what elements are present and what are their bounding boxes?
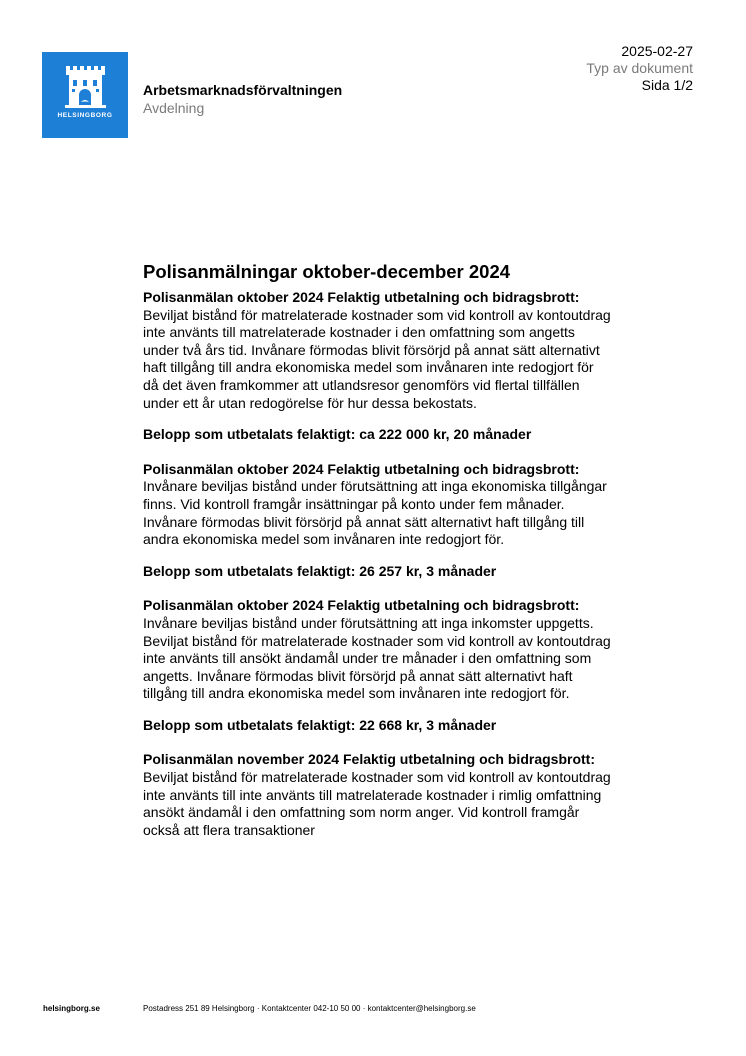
entry-heading: Polisanmälan oktober 2024 Felaktig utbetalning och bidragsbrott: [143,460,580,477]
logo-text: HELSINGBORG [57,112,113,119]
city-logo [42,52,128,138]
entry-text: Beviljat bistånd för matrelaterade kostnader som vid kontroll av kontoutdrag inte använts till inte använts till matrelaterade kostnader i rimlig omfattning ansökt ändamål i den omfattning som norm anger. Vid kontroll framgår också att flera transaktioner [143,769,611,838]
document-meta [586,43,693,94]
footer-website: helsingborg.se [43,1004,100,1013]
report-entry [143,597,613,703]
organization-name: Arbetsmarknadsförvaltningen [143,82,343,98]
department-name: Avdelning [143,100,205,116]
page-footer [43,1004,476,1013]
document-body [143,260,613,853]
entry-text: Invånare beviljas bistånd under förutsättning att inga inkomster uppgetts. Beviljat bistånd för matrelaterade kostnader som vid kontroll av kontoutdrag inte använts till ansökt ändamål under tre månader i den omfattning som angetts. Invånare förmodas blivit försörjd på annat sätt alternativt haft tillgång till andra ekonomiska medel som invånaren inte redogjort för. [143,614,611,702]
entry-heading: Polisanmälan oktober 2024 Felaktig utbetalning och bidragsbrott: [143,597,580,614]
entry-text: Beviljat bistånd för matrelaterade kostnader som vid kontroll av kontoutdrag inte använts till matrelaterade kostnader i den omfattning som angetts under två års tid. Invånare förmodas blivit försörjd på annat sätt alternativt haft tillgång till andra ekonomiska medel som invånaren inte redogjort för då det även framkommer att utlandsresor genomförs vid flertal tillfällen under ett år utan redogörelse för hur dessa bekostats. [143,306,611,411]
entry-text: Invånare beviljas bistånd under förutsättning att inga ekonomiska tillgångar finns. Vid kontroll framgår insättningar på konto under fem månader. Invånare förmodas blivit försörjd på annat sätt alternativt haft tillgång till andra ekonomiska medel som invånaren inte redogjort för. [143,478,607,548]
report-entry [143,751,613,839]
document-date: 2025-02-27 [621,43,693,59]
entry-heading: Polisanmälan oktober 2024 Felaktig utbetalning och bidragsbrott: [143,289,580,305]
entry-amount: Belopp som utbetalats felaktigt: ca 222 000 kr, 20 månader [143,426,532,443]
footer-contact: Postadress 251 89 Helsingborg · Kontaktcenter 042-10 50 00 · kontaktcenter@helsingborg.se [143,1004,476,1013]
entry-heading: Polisanmälan november 2024 Felaktig utbetalning och bidragsbrott: [143,751,595,768]
castle-crest-icon [63,64,107,110]
document-type: Typ av dokument [586,60,693,76]
page-number: Sida 1/2 [641,77,693,93]
organization-block [143,81,342,117]
report-entry [143,461,613,549]
page-title: Polisanmälningar oktober-december 2024 [143,261,511,282]
entry-amount: Belopp som utbetalats felaktigt: 26 257 kr, 3 månader [143,562,497,579]
entry-amount: Belopp som utbetalats felaktigt: 22 668 kr, 3 månader [143,716,497,733]
report-entry [143,289,613,412]
